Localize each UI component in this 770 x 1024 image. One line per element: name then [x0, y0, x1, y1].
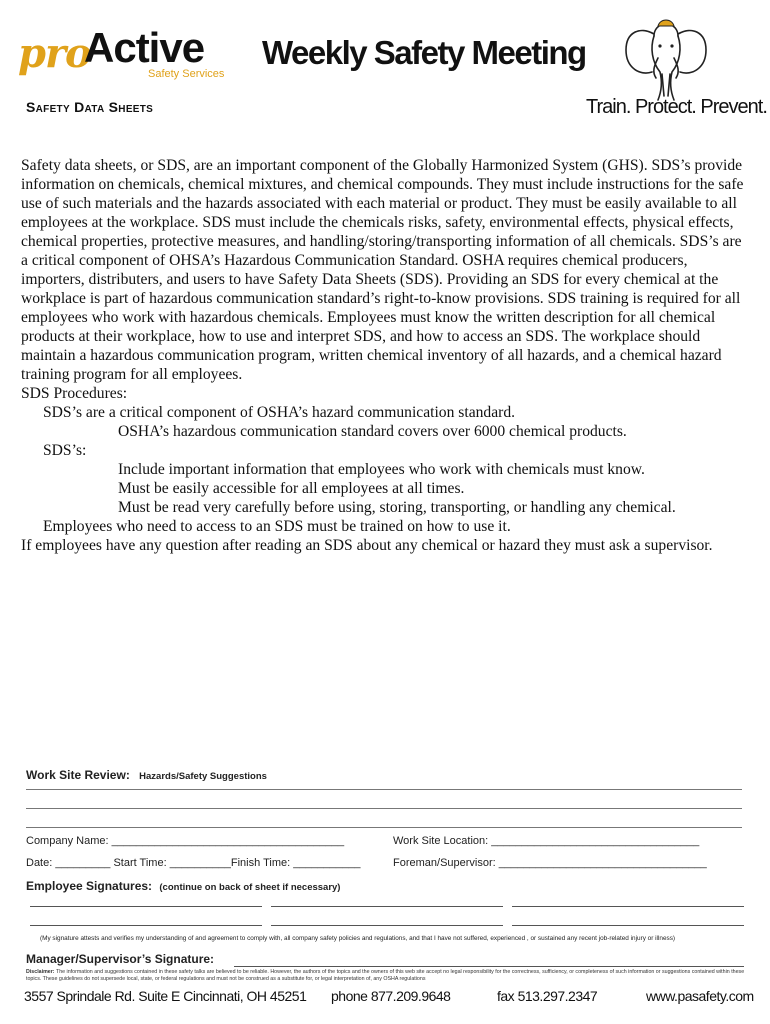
- foreman-field[interactable]: Foreman/Supervisor: __________________________________: [393, 857, 707, 869]
- manager-signature-line[interactable]: [234, 966, 744, 967]
- sds-item: Must be easily accessible for all employees at all times.: [118, 480, 465, 497]
- procedure-subitem: OSHA’s hazardous communication standard covers over 6000 chemical products.: [118, 423, 627, 440]
- signature-line[interactable]: [512, 906, 744, 907]
- company-name-field[interactable]: Company Name: ______________________________________: [26, 835, 345, 847]
- work-site-review: [26, 768, 267, 782]
- review-line[interactable]: [26, 808, 742, 809]
- disclaimer-text: The information and suggestions contained in these safety talks are believed to be reliable. However, the authors of the topics and the owners of this web site accept no legal responsibility for the correctness, sufficiency, or completeness of such information or suggestions contained within these topics. These guidelines do not supersede local, state, or federal regulations and must not be construed as a substitute for, or legal interpretation of, any OSHA regulations: [26, 969, 745, 982]
- procedures-heading: SDS Procedures:: [21, 385, 128, 402]
- tagline: Train. Protect. Prevent.: [586, 96, 767, 118]
- employee-signatures: [26, 879, 340, 893]
- date-time-field[interactable]: Date: _________ Start Time: __________Finish Time: ___________: [26, 857, 361, 869]
- footer-phone: phone 877.209.9648: [331, 988, 451, 1004]
- closing-paragraph: If employees have any question after reading an SDS about any chemical or hazard they must ask a supervisor.: [21, 537, 713, 554]
- procedure-item: Employees who need to access to an SDS must be trained on how to use it.: [43, 518, 511, 535]
- employee-signatures-label: Employee Signatures:: [26, 879, 153, 893]
- employee-signatures-note: (continue on back of sheet if necessary): [159, 882, 341, 893]
- signature-line[interactable]: [512, 925, 744, 926]
- work-site-location-field[interactable]: Work Site Location: __________________________________: [393, 835, 700, 847]
- page-title: Weekly Safety Meeting: [262, 34, 586, 71]
- disclaimer: [26, 969, 746, 983]
- logo-active-text: Active: [84, 24, 205, 71]
- signature-line[interactable]: [30, 925, 262, 926]
- review-sublabel: Hazards/Safety Suggestions: [139, 771, 267, 782]
- review-label: Work Site Review:: [26, 768, 130, 782]
- footer: [0, 986, 770, 1010]
- disclaimer-label: Disclaimer:: [26, 969, 55, 975]
- article-body: [21, 156, 751, 555]
- signature-line[interactable]: [271, 906, 503, 907]
- proactive-logo: [18, 24, 228, 86]
- footer-address: 3557 Sprindale Rd. Suite E Cincinnati, OH 45251: [24, 988, 307, 1004]
- review-line[interactable]: [26, 789, 742, 790]
- elephant-mascot-icon: [618, 14, 714, 104]
- section-title: Safety Data Sheets: [26, 99, 154, 115]
- logo-pro-text: pro: [18, 30, 91, 77]
- sds-item: Must be read very carefully before using, storing, transporting, or handling any chemical.: [118, 499, 676, 516]
- intro-paragraph: Safety data sheets, or SDS, are an important component of the Globally Harmonized System (GHS). SDS’s provide information on chemicals, chemical mixtures, and chemical compounds. They must include instructions for the safe use of such materials and the hazards associated with each material or product. They must be easily available to all employees at the workplace. SDS must include the chemicals risks, safety, environmental effects, physical effects, chemical properties, protective measures, and handling/storing/transporting information of all chemicals. SDS’s are a critical component of OHSA’s Hazardous Communication Standard. OSHA requires chemical producers, importers, distributers, and users to have Safety Data Sheets (SDS). Providing an SDS for every chemical at the workplace is part of hazardous communication standard’s right-to-know provisions. SDS training is required for all employees who work with hazardous chemicals. Employees must know the written description for all chemical products at their workplace, how to use and interpret SDS, and how to access an SDS. The workplace should maintain a hazardous communication program, written chemical inventory of all hazards, and a chemical hazard training program for all employees.: [21, 157, 744, 383]
- sds-heading: SDS’s:: [43, 442, 87, 459]
- logo-services-text: Safety Services: [148, 68, 225, 80]
- attest-note: (My signature attests and verifies my understanding of and agreement to comply with, all company safety policies and regulations, and that I have not suffered, experienced , or sustained any recent job-related injury or illness): [40, 935, 676, 942]
- signature-line[interactable]: [271, 925, 503, 926]
- sds-item: Include important information that employees who work with chemicals must know.: [118, 461, 645, 478]
- footer-fax: fax 513.297.2347: [497, 988, 598, 1004]
- procedure-item: SDS’s are a critical component of OSHA’s hazard communication standard.: [43, 404, 516, 421]
- manager-signature-label: Manager/Supervisor’s Signature:: [26, 952, 215, 966]
- footer-website-link[interactable]: www.pasafety.com: [646, 988, 754, 1004]
- review-line[interactable]: [26, 827, 742, 828]
- signature-line[interactable]: [30, 906, 262, 907]
